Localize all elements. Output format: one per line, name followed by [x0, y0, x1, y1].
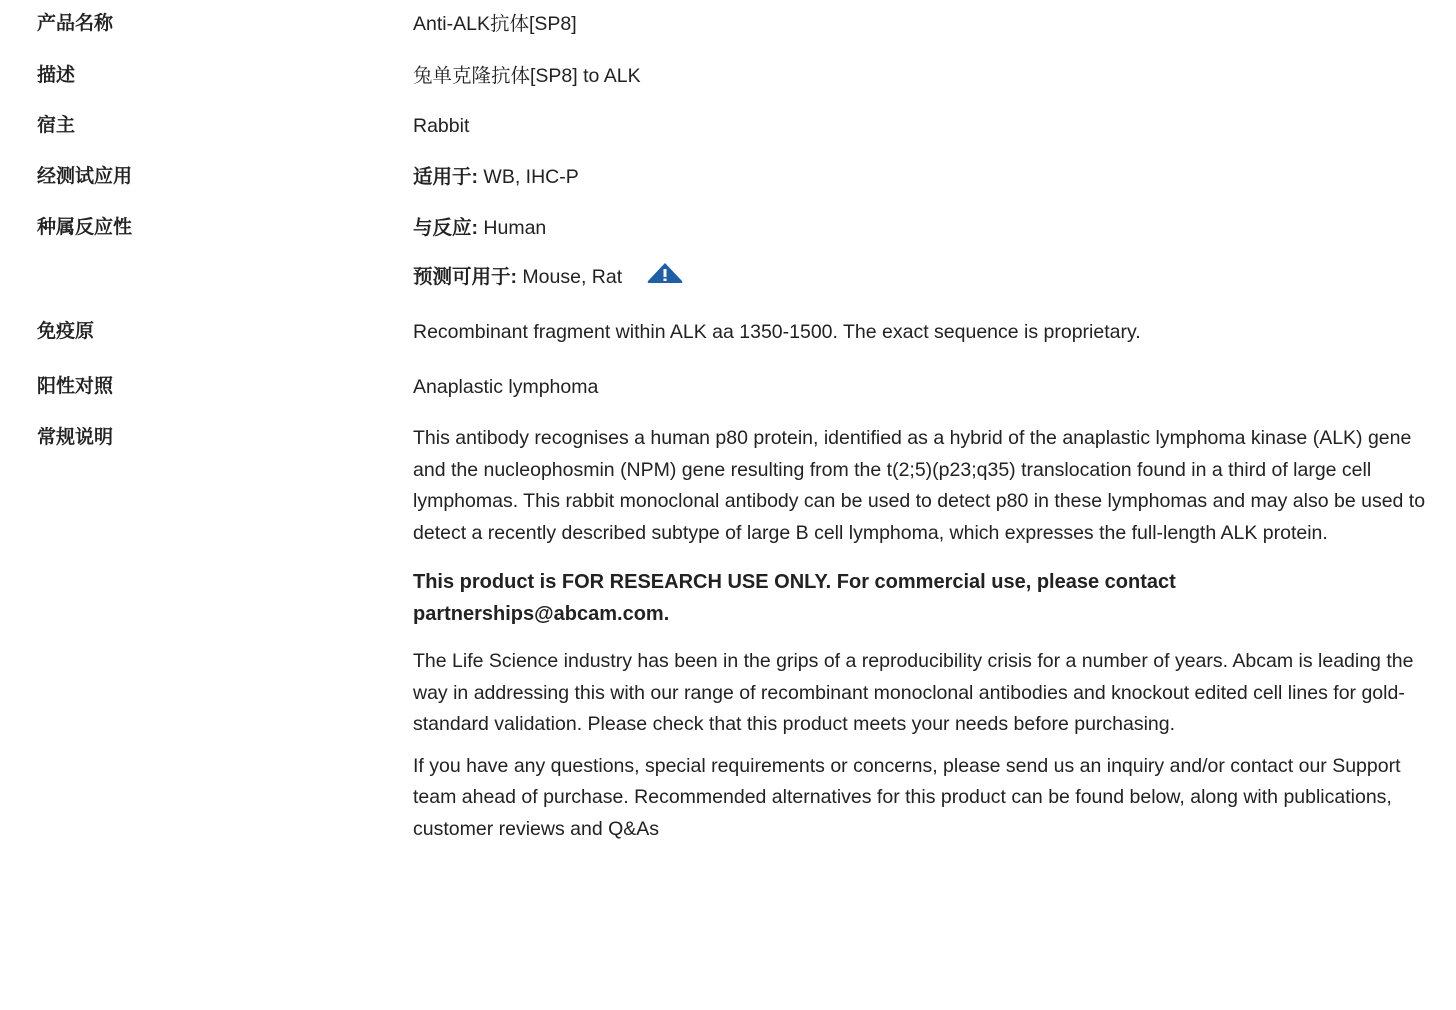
warning-triangle-icon[interactable] — [646, 261, 684, 285]
reacts-with-list: Human — [478, 217, 547, 239]
tested-applications-list: WB, IHC-P — [478, 166, 579, 188]
predicted-value — [413, 265, 1428, 289]
research-use-notice: This product is FOR RESEARCH USE ONLY. For commercial use, please contact partnerships@abcam.com. — [413, 571, 1176, 625]
immunogen-value: Recombinant fragment within ALK aa 1350-1500. The exact sequence is proprietary. — [413, 321, 1141, 343]
general-notes-label: 常规说明 — [37, 427, 114, 448]
tested-applications-label: 经测试应用 — [37, 166, 133, 187]
product-name-value: Anti-ALK抗体[SP8] — [413, 13, 577, 35]
description-value: 兔单克隆抗体[SP8] to ALK — [413, 65, 641, 87]
host-value: Rabbit — [413, 115, 470, 137]
product-name-label: 产品名称 — [37, 13, 114, 34]
host-label: 宿主 — [37, 115, 76, 136]
reacts-with-prefix: 与反应: — [413, 217, 478, 239]
general-notes-paragraph-3: The Life Science industry has been in the grips of a reproducibility crisis for a number of years. Abcam is leading the way in addressing this with our range of recombinant monoclonal antibodies and knockout edited cell lines for gold-standard validation. Please check that this product meets your needs before purchasing. — [413, 650, 1414, 735]
immunogen-label: 免疫原 — [37, 321, 95, 342]
predicted-list: Mouse, Rat — [517, 266, 623, 288]
description-label: 描述 — [37, 65, 76, 86]
positive-control-label: 阳性对照 — [37, 376, 114, 397]
positive-control-value: Anaplastic lymphoma — [413, 376, 599, 398]
general-notes-value — [413, 423, 1428, 845]
species-reactivity-label: 种属反应性 — [37, 217, 133, 238]
tested-applications-value — [413, 165, 1428, 189]
reacts-with-value — [413, 216, 1428, 240]
tested-applications-prefix: 适用于: — [413, 166, 478, 188]
general-notes-paragraph-1: This antibody recognises a human p80 protein, identified as a hybrid of the anaplastic lymphoma kinase (ALK) gene and the nucleophosmin (NPM) gene resulting from the t(2;5)(p23;q35) translocation found in a third of large cell lymphomas. This rabbit monoclonal antibody can be used to detect p80 in these lymphomas and may also be used to detect a recently described subtype of large B cell lymphoma, which expresses the full-length ALK protein. — [413, 427, 1426, 544]
predicted-prefix: 预测可用于: — [413, 266, 517, 288]
general-notes-paragraph-4: If you have any questions, special requirements or concerns, please send us an inquiry and/or contact our Support team ahead of purchase. Recommended alternatives for this product can be found below, along with publications, customer reviews and Q&As — [413, 754, 1401, 840]
